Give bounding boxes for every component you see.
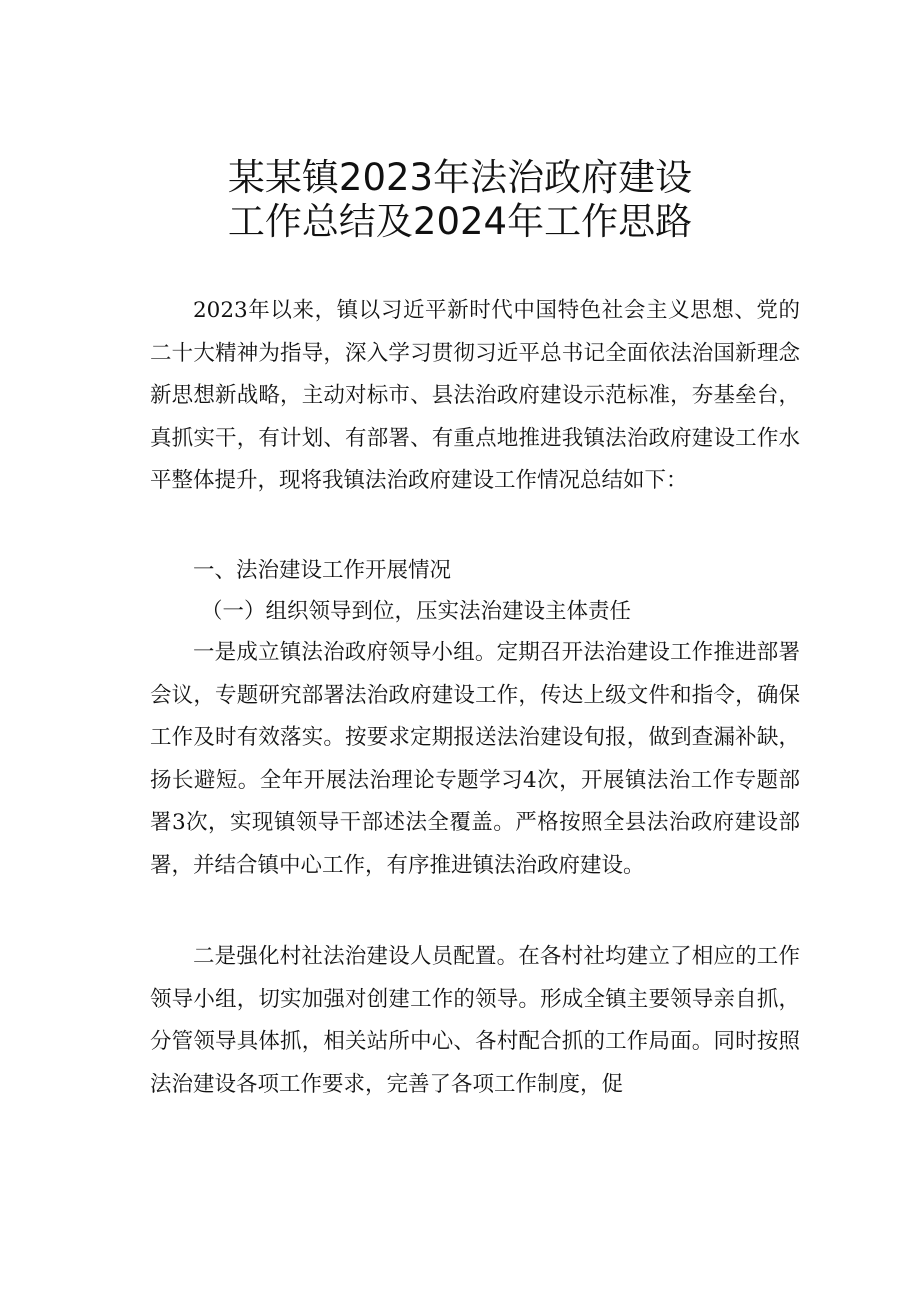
- section-1-heading: 一、法治建设工作开展情况: [193, 558, 452, 583]
- body-paragraph-2: 二是强化村社法治建设人员配置。在各村社均建立了相应的工作领导小组，切实加强对创建工作的领导。形成全镇主要领导亲自抓，分管领导具体抓，相关站所中心、各村配合抓的工作局面。同时按照法治建设各项工作要求，完善了各项工作制度，促: [150, 944, 800, 1097]
- body-paragraph-1: 一是成立镇法治政府领导小组。定期召开法治建设工作推进部署会议，专题研究部署法治政府建设工作，传达上级文件和指令，确保工作及时有效落实。按要求定期报送法治建设旬报，做到查漏补缺，扬长避短。全年开展法治理论专题学习4次，开展镇法治工作专题部署3次，实现镇领导干部述法全覆盖。严格按照全县法治政府建设部署，并结合镇中心工作，有序推进镇法治政府建设。: [150, 640, 800, 878]
- subsection-1-heading: （一）组织领导到位，压实法治建设主体责任: [201, 599, 632, 624]
- intro-paragraph: 2023年以来，镇以习近平新时代中国特色社会主义思想、党的二十大精神为指导，深入学习贯彻习近平总书记全面依法治国新理念新思想新战略，主动对标市、县法治政府建设示范标准，夯基垒台，真抓实干，有计划、有部署、有重点地推进我镇法治政府建设工作水平整体提升，现将我镇法治政府建设工作情况总结如下：: [150, 298, 800, 493]
- document-title-line-1: 某某镇2023年法治政府建设: [227, 156, 693, 199]
- document-title-line-2: 工作总结及2024年工作思路: [227, 200, 693, 243]
